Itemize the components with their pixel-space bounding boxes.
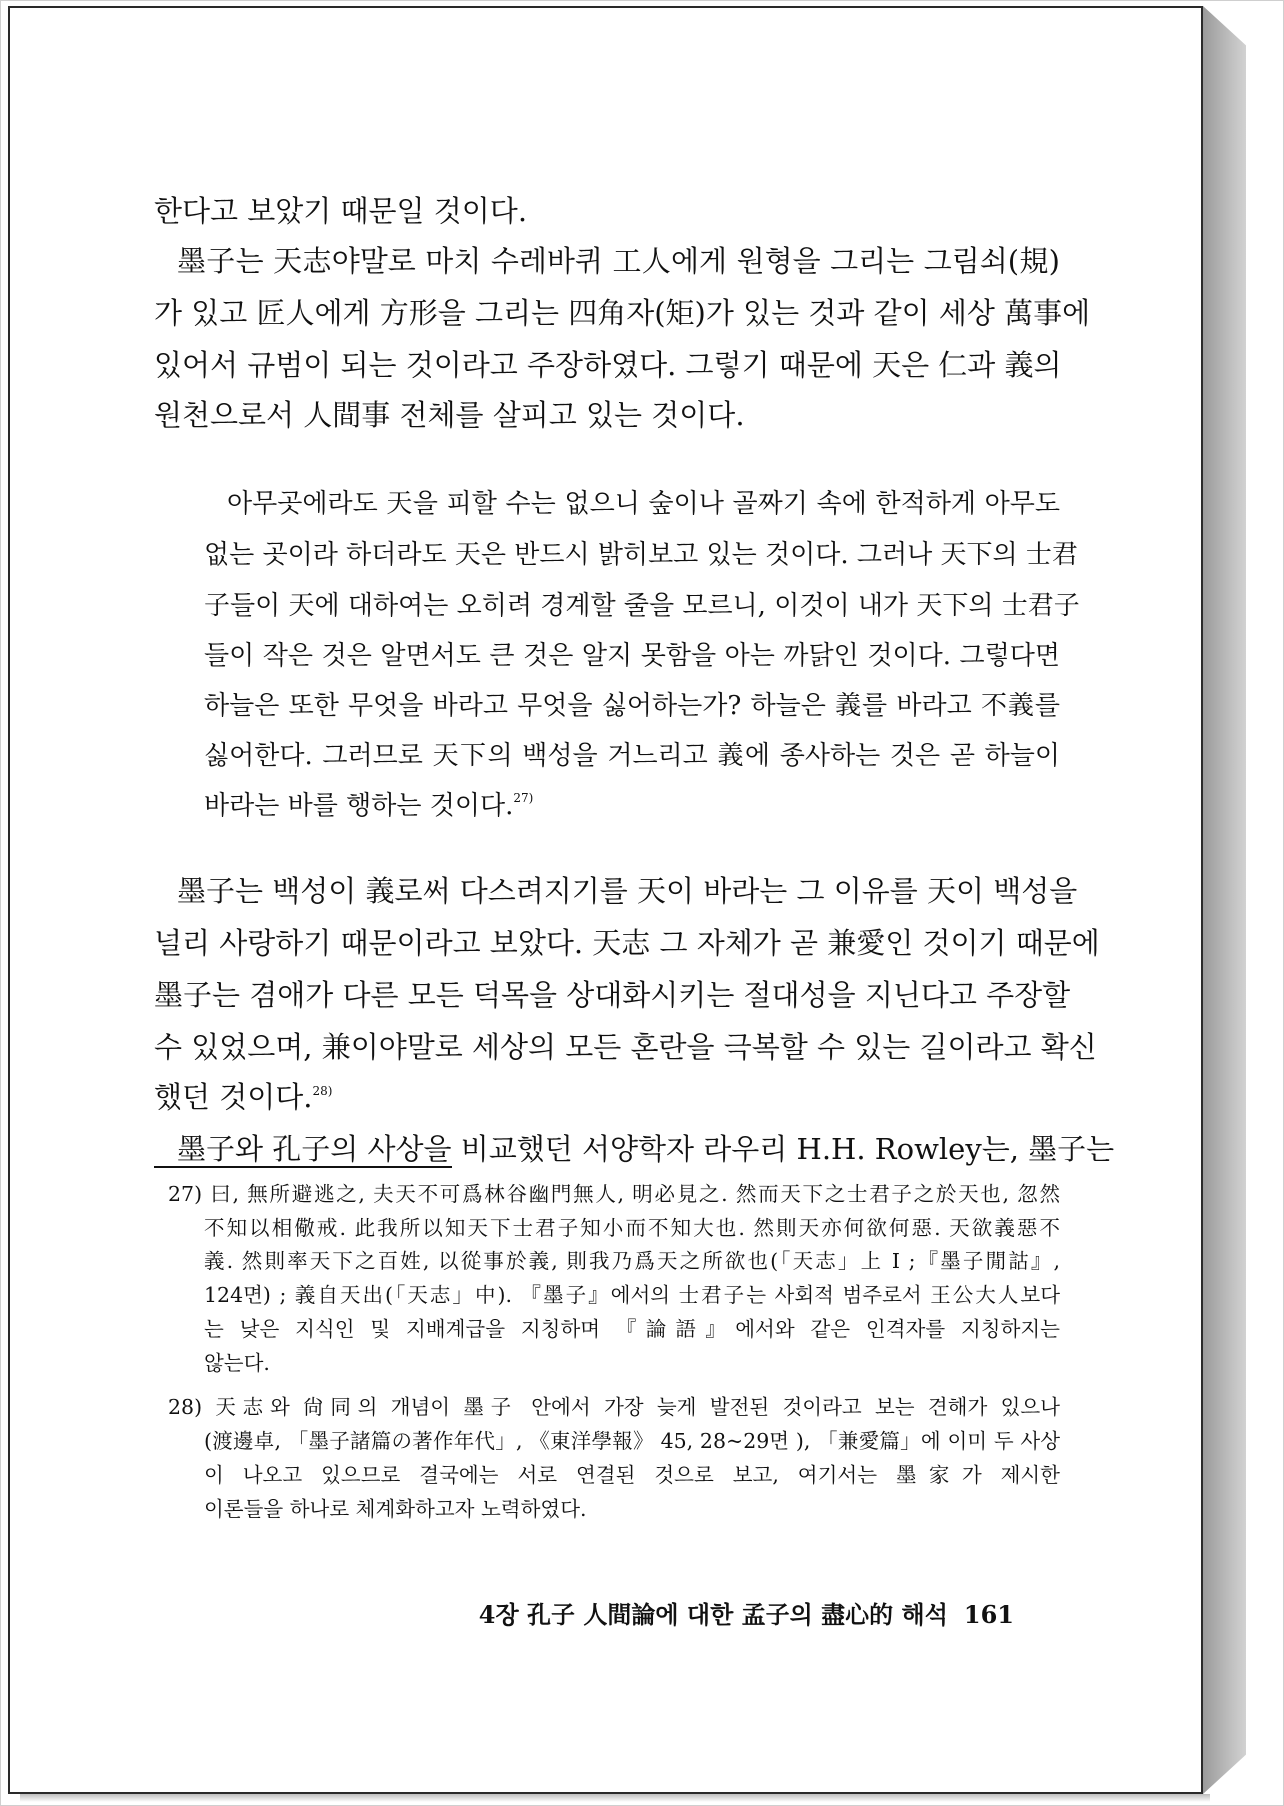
footnote-27-line: 不知以相儆戒. 此我所以知天下士君子知小而不知大也. 然則天亦何欲何惡. 天欲義惡不 xyxy=(204,1216,1060,1240)
page-footer xyxy=(464,1598,1014,1632)
quote-line: 子들이 天에 대하여는 오히려 경계할 줄을 모르니, 이것이 내가 天下의 士君子 xyxy=(204,591,1080,621)
body-line: 墨子는 겸애가 다른 모든 덕목을 상대화시키는 절대성을 지닌다고 주장할 xyxy=(154,978,1071,1012)
footnote-27-line: 는 낮은 지식인 및 지배계급을 지칭하며 『論語』에서와 같은 인격자를 지칭하지는 xyxy=(204,1317,1060,1341)
book-page xyxy=(8,6,1203,1794)
page-number: 161 xyxy=(963,1600,1014,1629)
body-text: 했던 것이다. xyxy=(154,1080,313,1114)
body-line: 墨子는 天志야말로 마치 수레바퀴 工人에게 원형을 그리는 그림쇠(規) xyxy=(177,244,1060,278)
running-title: 4장 孔子 人間論에 대한 孟子의 盡心的 해석 xyxy=(478,1600,948,1629)
page-shadow xyxy=(20,1794,1210,1802)
quote-line: 없는 곳이라 하더라도 天은 반드시 밝히보고 있는 것이다. 그러나 天下의 士君 xyxy=(204,540,1078,570)
footnote-28-line: (渡邊卓, 「墨子諸篇の著作年代」, 《東洋學報》 45, 28~29면 ), 「兼愛篇」에 이미 두 사상 xyxy=(204,1429,1060,1453)
footnote-rule xyxy=(154,1166,452,1168)
quote-text: 바라는 바를 행하는 것이다. xyxy=(204,791,514,821)
body-line: 있어서 규범이 되는 것이라고 주장하였다. 그렇기 때문에 天은 仁과 義의 xyxy=(154,348,1062,382)
book-page-edge xyxy=(1203,6,1246,1794)
quote-line xyxy=(204,787,1060,825)
footnote-28-line: 28) 天志와 尙同의 개념이 墨子 안에서 가장 늦게 발전된 것이라고 보는 견해가 있으나 xyxy=(168,1395,1060,1419)
quote-line: 하늘은 또한 무엇을 바라고 무엇을 싫어하는가? 하늘은 義를 바라고 不義를 xyxy=(204,691,1060,721)
footnote-27-line: 124면) ; 義自天出(「天志」中). 『墨子』에서의 士君子는 사회적 범주로서 王公大人보다 xyxy=(204,1283,1060,1307)
body-line: 원천으로서 人間事 전체를 살피고 있는 것이다. xyxy=(154,398,745,432)
body-line: 가 있고 匠人에게 方形을 그리는 四角자(矩)가 있는 것과 같이 세상 萬事에 xyxy=(154,296,1091,330)
quote-line: 싫어한다. 그러므로 天下의 백성을 거느리고 義에 종사하는 것은 곧 하늘이 xyxy=(204,741,1060,771)
footnote-27-line: 27) 曰, 無所避逃之, 夫天不可爲林谷幽門無人, 明必見之. 然而天下之士君子之於天也, 忽然 xyxy=(168,1182,1060,1206)
footnote-27-line: 않는다. xyxy=(204,1351,270,1375)
body-line: 墨子와 孔子의 사상을 비교했던 서양학자 라우리 H.H. Rowley는, 墨子는 xyxy=(177,1132,1115,1166)
quote-line: 아무곳에라도 天을 피할 수는 없으니 숲이나 골짜기 속에 한적하게 아무도 xyxy=(227,489,1060,519)
footnote-ref-28[interactable]: 28) xyxy=(312,1084,333,1098)
body-line: 한다고 보았기 때문일 것이다. xyxy=(154,194,528,228)
footnote-28-line: 이론들을 하나로 체계화하고자 노력하였다. xyxy=(204,1497,587,1521)
body-line: 널리 사랑하기 때문이라고 보았다. 天志 그 자체가 곧 兼愛인 것이기 때문에 xyxy=(154,926,1100,960)
footnote-ref-27[interactable]: 27) xyxy=(513,791,534,805)
body-line: 수 있었으며, 兼이야말로 세상의 모든 혼란을 극복할 수 있는 길이라고 확신 xyxy=(154,1030,1097,1064)
quote-line: 들이 작은 것은 알면서도 큰 것은 알지 못함을 아는 까닭인 것이다. 그렇다면 xyxy=(204,641,1060,671)
footnote-27-line: 義. 然則率天下之百姓, 以從事於義, 則我乃爲天之所欲也(「天志」上 I ;『墨子閒詁』, xyxy=(204,1249,1060,1273)
body-line xyxy=(154,1078,1060,1116)
footnote-28-line: 이 나오고 있으므로 결국에는 서로 연결된 것으로 보고, 여기서는 墨家가 제시한 xyxy=(204,1463,1060,1487)
body-line: 墨子는 백성이 義로써 다스려지기를 天이 바라는 그 이유를 天이 백성을 xyxy=(177,874,1078,908)
